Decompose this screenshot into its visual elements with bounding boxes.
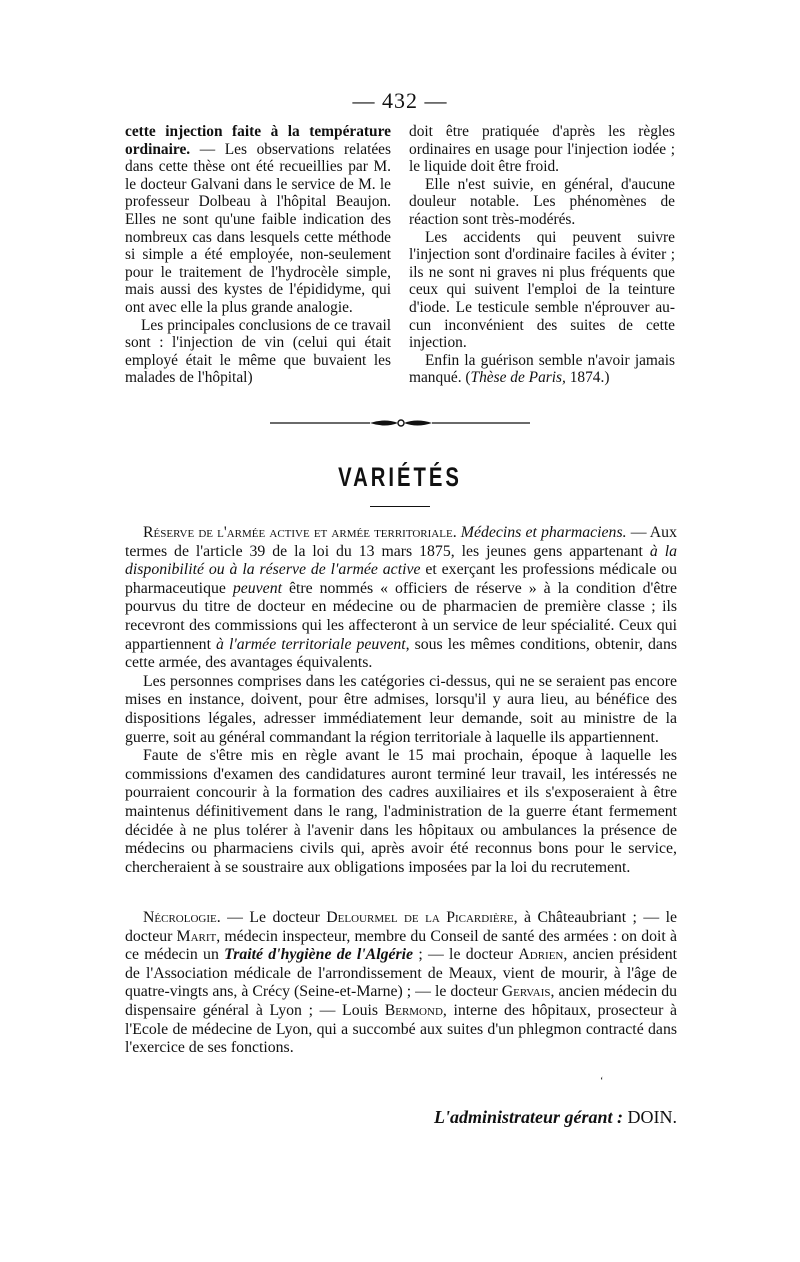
- left-paragraph-1-text: — Les observations relatées dans cette thèse ont été recueillies par M. le docteur Galvani dans le service de M. le professeur Dolbeau à l'hôpital Beaujon. Elles ne sont qu'une faible indication des nombreux cas dans lesquels cette méthode si simple a été employée, non-seulement pour le traitement de l'hydrocèle simple, mais aussi des kystes de l'épididyme, qui ont avec elle la plus grande analogie.: [125, 140, 391, 316]
- right-paragraph-4-text: Enfin la guérison semble n'avoir jamais manqué. (: [409, 351, 675, 387]
- reserve-paragraph-3: Faute de s'être mis en règle avant le 15 mai prochain, époque à laquelle les commissions d'examen des candidatures auront terminé leur travail, les intéressés ne pourraient concourir à la formation des cadres auxiliaires et ils s'exposeraient à être maintenus définitivement dans le rang, l'administration de la guerre étant fermement décidée à ne plus tolérer à l'avenir dans les hôpitaux ou ambulances la présence de médecins ou pharmaciens civils qui, après avoir été reconnus bons pour le service, chercheraient à se soustraire aux obligations imposées par la loi du recrutement.: [125, 747, 677, 876]
- reserve-text-4: sous les mêmes conditions, obtenir, dans cette armée, des avantages équivalents.: [125, 635, 677, 672]
- necro-text-7: , interne des hôpitaux, prosecteur à l'Ecole de médecine de Lyon, qui a succombé aux suites d'un phlegmon contracté dans l'exercice de ses fonctions.: [125, 1001, 678, 1057]
- necro-name-2: Marit: [176, 927, 217, 945]
- reserve-paragraph-1: [125, 524, 677, 673]
- left-bold-lead: cette injection faite à la température ordinaire.: [125, 123, 391, 158]
- reserve-article: [125, 524, 677, 877]
- stray-mark: ‘: [600, 1076, 604, 1087]
- right-column: [409, 123, 675, 387]
- thesis-citation: Thèse de Paris,: [470, 369, 566, 387]
- necro-name-4: Gervais: [501, 983, 551, 1001]
- right-paragraph-2: Elle n'est suivie, en général, d'aucune douleur notable. Les phénomènes de réaction sont très-modérés.: [409, 175, 675, 228]
- page-number: — 432 —: [352, 88, 448, 113]
- admin-label: L'administrateur gérant :: [433, 1107, 623, 1127]
- reserve-paragraph-2: Les personnes comprises dans les catégories ci-dessus, qui ne se seraient pas encore mises en instance, doivent, pour être admises, lorsqu'il y aura lieu, au bénéfice des dispositions légales, adresser immédiatement leur demande, soit au ministre de la guerre, soit au général commandant la région territoriale à laquelle ils appartiennent.: [125, 672, 677, 746]
- two-column-text: [125, 123, 675, 387]
- reserve-italic-3: à l'armée territoriale peuvent,: [216, 635, 410, 653]
- right-paragraph-4: [409, 352, 675, 387]
- section-title: VARIÉTÉS: [338, 462, 462, 492]
- left-paragraph-2: Les principales conclusions de ce travail sont : l'injection de vin (celui qui était employé était le même que buvaient les malades de l'hôpital): [125, 316, 391, 387]
- right-paragraph-3: Les accidents qui peuvent suivre l'injection sont d'ordinaire faciles à éviter ; ils ne sont ni graves ni plus fréquents que ceux qui suivent l'emploi de la teinture d'iode. Le testicule semble n'éprouver aucun inconvénient des suites de cette injection.: [409, 228, 675, 352]
- reserve-heading: Réserve de l'armée active et armée territoriale.: [143, 524, 457, 541]
- necro-text-2: , à Châteaubriant ; — le docteur: [125, 909, 677, 945]
- necrologie-heading: Nécrologie.: [143, 909, 221, 926]
- necro-name-3: Adrien: [518, 946, 564, 964]
- divider-ornament: [270, 413, 530, 433]
- necrologie-paragraph: [125, 909, 677, 1058]
- right-paragraph-1: doit être pratiquée d'après les règles ordinaires en usage pour l'injection iodée ; le liquide doit être froid.: [409, 123, 675, 176]
- thesis-year: 1874.): [565, 369, 610, 387]
- reserve-text-2: et exerçant les professions médicale ou pharmaceutique: [125, 561, 677, 597]
- left-column: [125, 123, 391, 387]
- reserve-text-3: être nommés « officiers de réserve » à la condition d'être pourvus du titre de docteur en médecine ou de pharmacien de première classe ; ils recevront des commissions qui les affecteront à un service de leur spécialité. Ceux qui appartiennent: [125, 579, 678, 653]
- admin-name: DOIN.: [623, 1107, 677, 1127]
- necro-text-5: , ancien président de l'Association médicale de l'arrondissement de Meaux, vient de mourir, à l'âge de quatre-vingts ans, à Crécy (Seine-et-Marne) ; — le docteur: [125, 946, 677, 1001]
- reserve-subheading: Médecins et pharmaciens.: [456, 524, 627, 541]
- necrologie-article: [125, 909, 677, 1058]
- administrator-signature: [370, 1107, 677, 1128]
- necro-italic-title: Traité d'hygiène de l'Algérie: [224, 946, 414, 964]
- reserve-italic-2: peuvent: [232, 579, 282, 597]
- left-paragraph-1: [125, 123, 391, 317]
- necro-name-5: Bermond: [384, 1001, 443, 1019]
- necro-text-4: ; — le docteur: [413, 946, 519, 964]
- necro-text-1: — Le docteur: [220, 909, 327, 926]
- reserve-italic-1: à la disponibilité ou à la réserve de l'armée active: [125, 542, 677, 579]
- necro-name-1: Delourmel de la Picardière: [326, 909, 514, 926]
- title-rule: [370, 506, 430, 507]
- necro-text-3: , médecin inspecteur, membre du Conseil de santé des armées : on doit à ce médecin un: [125, 927, 677, 964]
- necro-text-6: , ancien médecin du dispensaire général à Lyon ; — Louis: [125, 983, 677, 1019]
- reserve-text-1: — Aux termes de l'article 39 de la loi du 13 mars 1875, les jeunes gens appartenant: [125, 524, 677, 560]
